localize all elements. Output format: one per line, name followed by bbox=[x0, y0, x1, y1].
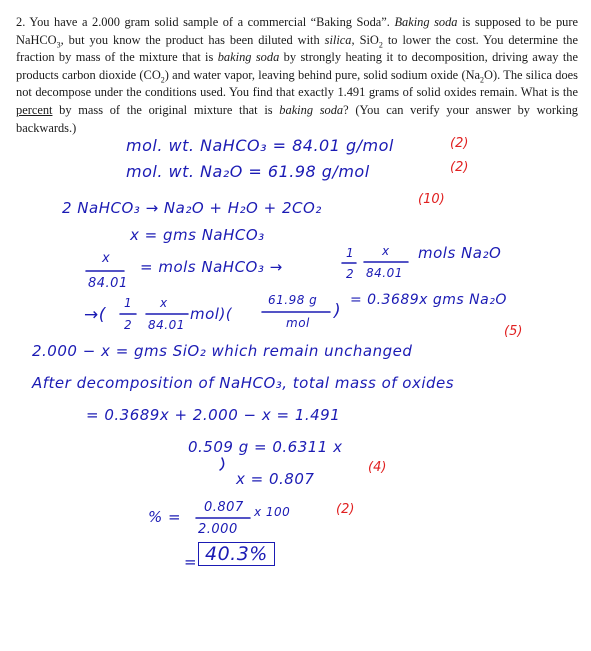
mols-na2o-text: mols Na₂O bbox=[418, 244, 502, 262]
l6-paren-close: ) bbox=[334, 301, 342, 321]
problem-text-italic: baking soda bbox=[217, 50, 280, 65]
points-molar-mass-1: (2) bbox=[450, 136, 469, 151]
x-value: x = 0.807 bbox=[236, 470, 315, 488]
problem-text: You have a 2.000 gram solid sample of a commercial “Baking Soda”. bbox=[29, 15, 390, 29]
subscript: 2 bbox=[378, 40, 383, 50]
problem-text: to lower the cost. You determine the fraction by mass of the mixture that is bbox=[16, 32, 578, 65]
l6-half-den: 2 bbox=[124, 318, 133, 332]
percent-numerator: 0.807 bbox=[204, 500, 244, 515]
frac-half-den: 2 bbox=[346, 267, 355, 281]
final-answer-box bbox=[198, 542, 275, 566]
problem-number: 2. bbox=[16, 15, 26, 29]
l6-half-num: 1 bbox=[124, 296, 133, 310]
points-reaction: (10) bbox=[418, 192, 445, 207]
molar-mass-na2o: mol. wt. Na₂O = 61.98 g/mol bbox=[126, 162, 370, 181]
percent-denominator: 2.000 bbox=[198, 522, 238, 537]
problem-text-italic: silica bbox=[324, 32, 352, 47]
l6-grams-num: 61.98 g bbox=[268, 293, 318, 307]
x-definition: x = gms NaHCO₃ bbox=[130, 226, 265, 244]
problem-text-italic: Baking soda bbox=[394, 15, 458, 29]
points-molar-mass-2: (2) bbox=[450, 160, 469, 175]
problem-text: , SiO bbox=[351, 32, 379, 47]
points-percent: (2) bbox=[336, 502, 355, 517]
after-decomposition-line: After decomposition of NaHCO₃, total mass of oxides bbox=[32, 374, 455, 392]
subscript: 3 bbox=[56, 40, 61, 50]
problem-statement bbox=[16, 14, 578, 137]
reaction-equation: 2 NaHCO₃ → Na₂O + H₂O + 2CO₂ bbox=[62, 199, 322, 217]
percent-label: % = bbox=[148, 508, 182, 526]
final-answer: 40.3% bbox=[205, 543, 268, 565]
solve-hook bbox=[220, 458, 224, 470]
problem-text: , but you know the product has been diluted with bbox=[60, 32, 320, 47]
frac-x-den: 84.01 bbox=[366, 266, 403, 280]
problem-text: ) and water vapor, leaving behind pure, solid sodium oxide (Na bbox=[164, 67, 481, 82]
frac-x-num: x bbox=[382, 244, 390, 258]
l6-x-den: 84.01 bbox=[148, 318, 185, 332]
molar-mass-nahco3: mol. wt. NaHCO₃ = 84.01 g/mol bbox=[126, 136, 394, 155]
frac-numerator: x bbox=[102, 251, 111, 266]
problem-text: O). The silica does not decompose under the conditions used. You find that exactly 1.491 grams of solid oxides remain. What is the bbox=[16, 67, 578, 100]
solve-step: 0.509 g = 0.6311 x bbox=[188, 438, 343, 456]
problem-text: is supposed to be pure NaHCO bbox=[16, 15, 578, 47]
problem-text-italic: baking soda bbox=[279, 102, 344, 117]
points-x: (4) bbox=[368, 460, 387, 475]
problem-text: by strongly heating it to decomposition, driving away the products carbon dioxide (CO bbox=[16, 50, 578, 82]
mols-nahco3-text: = mols NaHCO₃ → bbox=[140, 258, 283, 276]
l6-mol-den: mol bbox=[286, 316, 310, 330]
frac-denominator: 84.01 bbox=[88, 276, 128, 291]
final-equals: = bbox=[184, 553, 198, 571]
frac-half-num: 1 bbox=[346, 246, 355, 260]
problem-text: ? (You can verify your answer by working backwards.) bbox=[16, 102, 578, 135]
subscript: 2 bbox=[160, 75, 165, 85]
times-100: x 100 bbox=[254, 505, 291, 519]
silica-line: 2.000 − x = gms SiO₂ which remain unchanged bbox=[32, 342, 413, 360]
points-silica: (5) bbox=[504, 324, 523, 339]
mass-balance-equation: = 0.3689x + 2.000 − x = 1.491 bbox=[86, 406, 341, 424]
l6-x-num: x bbox=[160, 296, 168, 310]
arrow-paren-open: →( bbox=[84, 305, 106, 325]
problem-text: by mass of the original mixture that is bbox=[59, 102, 273, 117]
l6-mol-paren: mol)( bbox=[190, 305, 233, 323]
l6-result: = 0.3689x gms Na₂O bbox=[350, 292, 507, 308]
subscript: 2 bbox=[480, 75, 485, 85]
problem-text-underlined: percent bbox=[16, 102, 53, 117]
